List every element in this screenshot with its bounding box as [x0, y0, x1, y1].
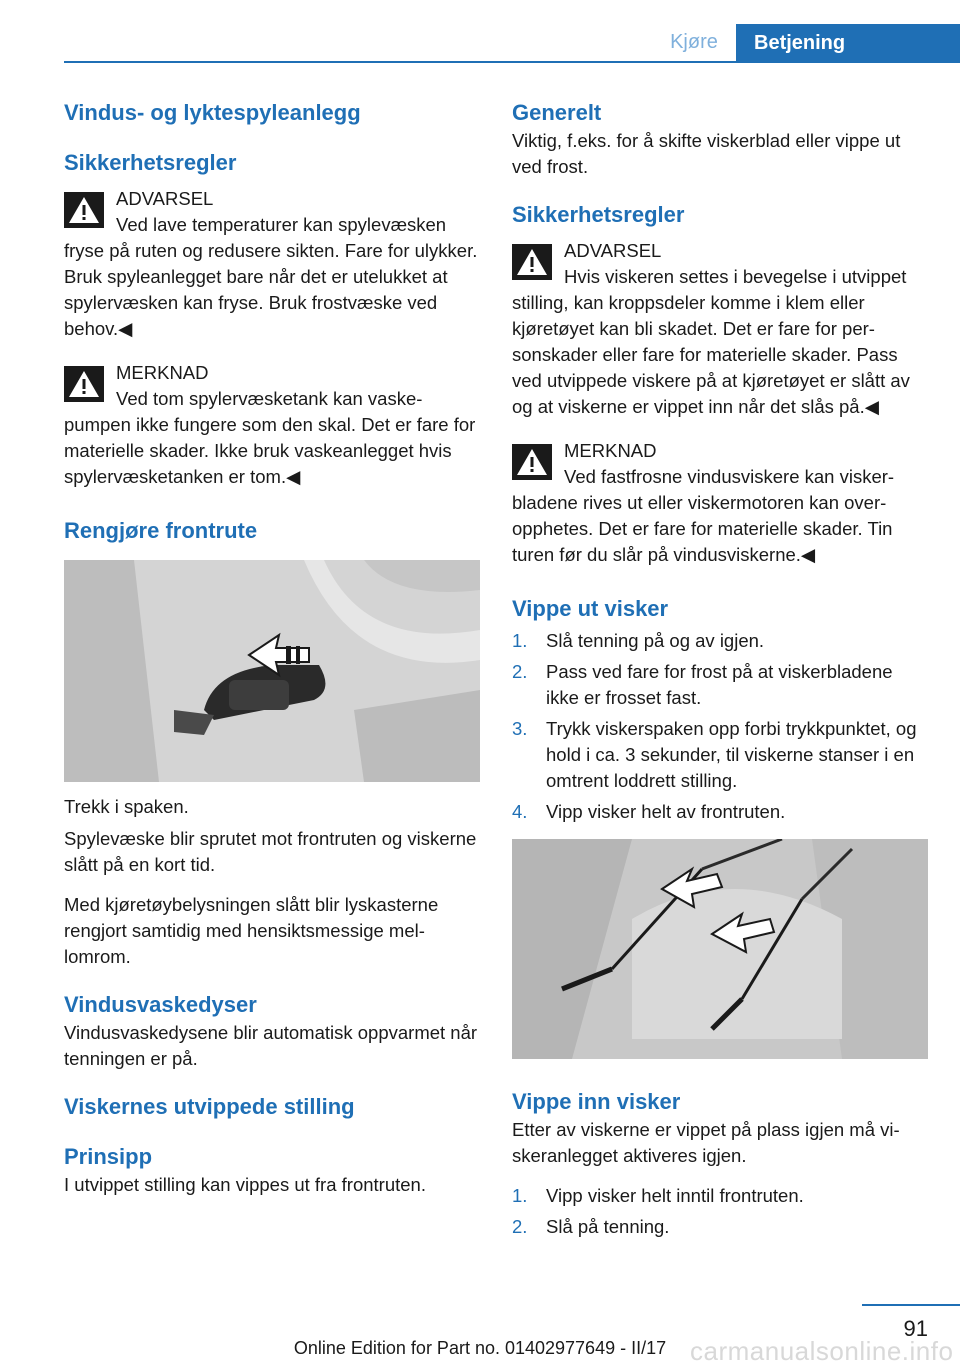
- edition-footer: Online Edition for Part no. 01402977649 - II/17: [293, 1338, 667, 1358]
- watermark: carmanualsonline.info: [690, 1336, 954, 1366]
- list-item: 2. Pass ved fare for frost på at viskerbladene ikke er frosset fast.: [512, 661, 893, 708]
- warning-text: Ved lave temperaturer kan spylevæsken fryse på ruten og redusere sikten. Fare for ulykker. Bruk spyleanlegget bare når det er utelukket at spylervæsken kan fryse. Bruk frostvæske ved behov.◀: [64, 214, 478, 339]
- tab-betjening[interactable]: Betjening: [736, 24, 960, 63]
- paragraph-general: Viktig, f.eks. for å skifte viskerblad eller vippe ut ved frost.: [512, 130, 901, 177]
- warning-text-right: Hvis viskeren settes i bevegelse i utvippet stilling, kan kroppsdeler komme i klem eller kjøretøyet kan bli skadet. Det er fare for personskader eller fare for materielle skader. Pass ved utvippede viskere på at kjøretøyet er slått av og at viskerne er vippet inn når det slås på.◀: [512, 266, 910, 417]
- warning-block-right: [512, 238, 930, 420]
- wiper-stalk-photo: [64, 560, 480, 782]
- notice-text-right: Ved fastfrosne vindusviskere kan viskerbladene rives ut eller viskermotoren kan overopphetes. Det er fare for materielle skader. Tin turen før du slår på vindusviskerne.◀: [512, 466, 895, 565]
- left-column: [64, 98, 480, 1198]
- fold-out-heading: Vippe ut visker: [512, 596, 669, 621]
- footer-rule: [862, 1304, 960, 1306]
- stalk-illustration: [64, 560, 480, 782]
- warning-icon: [512, 444, 552, 480]
- notice-title: MERKNAD: [116, 362, 209, 383]
- fold-in-heading: Vippe inn visker: [512, 1089, 681, 1114]
- paragraph-spray: Spylevæske blir sprutet mot frontruten og viskerne slått på en kort tid.: [64, 828, 477, 875]
- safety-heading-right: Sikkerhetsregler: [512, 202, 685, 227]
- paragraph-pull: Trekk i spaken.: [64, 796, 189, 817]
- warning-icon: [64, 366, 104, 402]
- warning-icon: [64, 192, 104, 228]
- nozzles-heading: Vindusvaskedyser: [64, 992, 257, 1017]
- paragraph-nozzles: Vindusvaskedysene blir automatisk oppvarmet når tenningen er på.: [64, 1022, 478, 1069]
- notice-block: [64, 360, 480, 490]
- fold-in-steps: [512, 1183, 930, 1240]
- safety-heading: Sikkerhetsregler: [64, 150, 237, 175]
- page-number: 91: [903, 1316, 928, 1341]
- fold-out-steps: [512, 628, 930, 825]
- list-item: 3. Trykk viskerspaken opp forbi trykkpunktet, og hold i ca. 3 sekunder, til viskerne stanser i en omtrent loddrett stilling.: [512, 718, 917, 791]
- paragraph-fold-in: Etter av viskerne er vippet på plass igjen må viskeranlegget aktiveres igjen.: [512, 1119, 900, 1166]
- right-column: [512, 98, 930, 1245]
- wiper-folded-photo: [512, 839, 928, 1059]
- list-item: 1. Vipp visker helt inntil frontruten.: [512, 1185, 804, 1206]
- warning-title-right: ADVARSEL: [564, 240, 662, 261]
- notice-text: Ved tom spylervæsketank kan vaskepumpen ikke fungere som den skal. Det er fare for materielle skader. Ikke bruk vaskeanlegget hvis spylervæsketanken er tom.◀: [64, 388, 476, 487]
- clean-windshield-heading: Rengjøre frontrute: [64, 518, 258, 543]
- warning-block: [64, 186, 480, 342]
- notice-title-right: MERKNAD: [564, 440, 657, 461]
- list-item: 4. Vipp visker helt av frontruten.: [512, 801, 786, 822]
- section-title-washer: Vindus- og lyktespyleanlegg: [64, 100, 361, 125]
- paragraph-lights: Med kjøretøybelysningen slått blir lyskasterne rengjort samtidig med hensiktsmessige mellomrom.: [64, 894, 439, 967]
- folded-position-heading: Viskernes utvippede stilling: [64, 1094, 355, 1119]
- warning-icon: [512, 244, 552, 280]
- notice-block-right: [512, 438, 930, 568]
- warning-title: ADVARSEL: [116, 188, 214, 209]
- principle-heading: Prinsipp: [64, 1144, 153, 1169]
- wiper-illustration: [512, 839, 928, 1059]
- list-item: 2. Slå på tenning.: [512, 1216, 670, 1237]
- paragraph-principle: I utvippet stilling kan vippes ut fra frontruten.: [64, 1174, 426, 1195]
- tab-kjore[interactable]: Kjøre: [670, 31, 718, 53]
- general-heading: Generelt: [512, 100, 602, 125]
- list-item: 1. Slå tenning på og av igjen.: [512, 630, 765, 651]
